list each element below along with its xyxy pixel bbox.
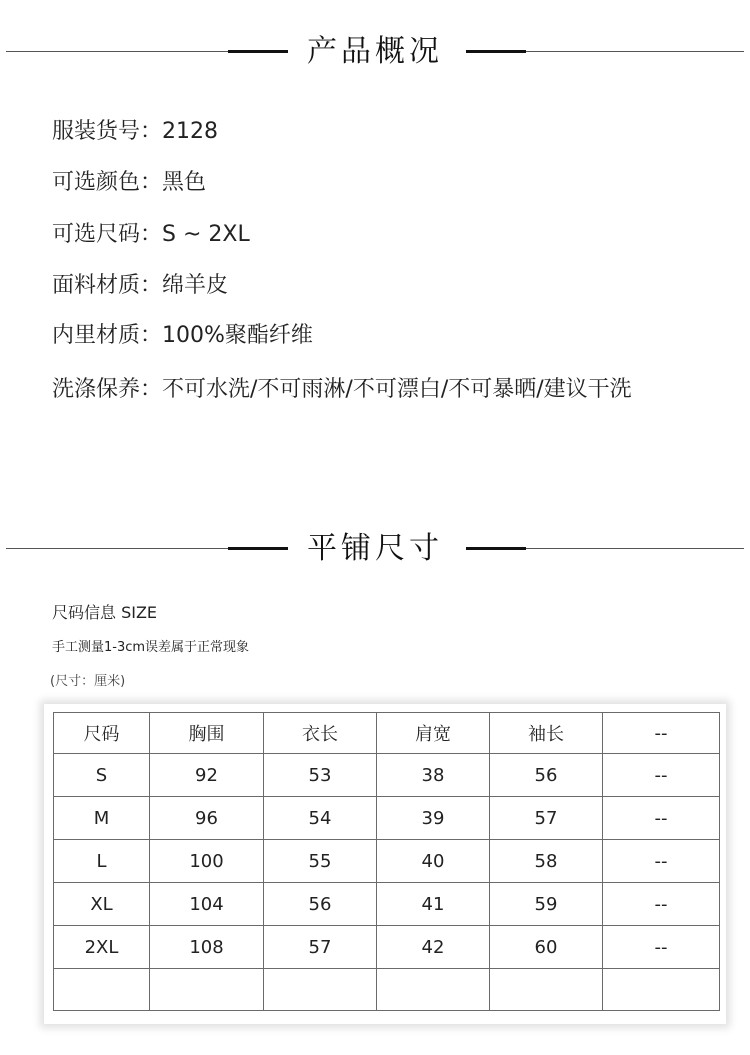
spec-value: 黑色 (162, 170, 207, 195)
spec-item-size (52, 220, 250, 250)
table-header-row (54, 713, 720, 754)
spec-label: 可选尺码： (52, 222, 163, 247)
table-cell-empty (150, 969, 264, 1011)
table-cell: -- (603, 883, 720, 926)
table-cell: 39 (377, 797, 490, 840)
spec-value: 2128 (162, 119, 219, 144)
header-cell: 尺码 (54, 713, 150, 754)
table-cell: 92 (150, 754, 264, 797)
spec-label: 可选颜色： (52, 170, 163, 195)
table-cell: 38 (377, 754, 490, 797)
table-cell: 58 (490, 840, 603, 883)
spec-item-fabric (52, 271, 228, 301)
table-cell: 56 (490, 754, 603, 797)
spec-value: S ~ 2XL (162, 222, 250, 247)
table-cell: L (54, 840, 150, 883)
header-cell: -- (603, 713, 720, 754)
table-cell-empty (490, 969, 603, 1011)
spec-label: 洗涤保养： (52, 377, 163, 402)
size-info-title: 尺码信息 SIZE (52, 603, 158, 622)
table-cell: -- (603, 797, 720, 840)
title-bar-right (466, 50, 526, 53)
spec-item-care (52, 375, 632, 405)
table-cell: 55 (264, 840, 377, 883)
header-cell: 袖长 (490, 713, 603, 754)
header-cell: 胸围 (150, 713, 264, 754)
table-cell: 57 (490, 797, 603, 840)
table-row (54, 883, 720, 926)
header-cell: 衣长 (264, 713, 377, 754)
table-cell-empty (377, 969, 490, 1011)
spec-value: 绵羊皮 (162, 273, 229, 298)
spec-label: 服装货号： (52, 119, 163, 144)
spec-value: 100%聚酯纤维 (162, 323, 313, 348)
flat-size-title: 平铺尺寸 (307, 531, 443, 566)
table-cell: 96 (150, 797, 264, 840)
table-cell: -- (603, 926, 720, 969)
table-cell: 40 (377, 840, 490, 883)
table-cell: -- (603, 840, 720, 883)
table-cell-empty (603, 969, 720, 1011)
table-cell: 59 (490, 883, 603, 926)
spec-label: 内里材质： (52, 323, 163, 348)
table-cell: 60 (490, 926, 603, 969)
table-cell: 104 (150, 883, 264, 926)
table-cell: 2XL (54, 926, 150, 969)
table-cell: M (54, 797, 150, 840)
table-row (54, 840, 720, 883)
table-cell: XL (54, 883, 150, 926)
title-bar-right (466, 547, 526, 550)
size-info-note: 手工测量1-3cm误差属于正常现象 (52, 640, 250, 655)
table-row (54, 926, 720, 969)
title-line-right (526, 548, 744, 549)
header-cell: 肩宽 (377, 713, 490, 754)
table-cell: 56 (264, 883, 377, 926)
spec-item-lining (52, 321, 313, 351)
table-cell: 42 (377, 926, 490, 969)
table-cell-empty (54, 969, 150, 1011)
table-cell: 57 (264, 926, 377, 969)
overview-title: 产品概况 (307, 34, 443, 69)
size-info-unit: (尺寸：厘米) (50, 674, 126, 689)
spec-value: 不可水洗/不可雨淋/不可漂白/不可暴晒/建议干洗 (162, 377, 632, 402)
table-row (54, 754, 720, 797)
flat-size-section-title (0, 529, 750, 569)
table-row-empty (54, 969, 720, 1011)
table-cell: 54 (264, 797, 377, 840)
size-table-card (44, 704, 726, 1024)
table-row (54, 797, 720, 840)
table-cell: 53 (264, 754, 377, 797)
table-cell: 41 (377, 883, 490, 926)
table-cell: S (54, 754, 150, 797)
table-cell: -- (603, 754, 720, 797)
overview-section-title (0, 32, 750, 72)
size-table (53, 712, 720, 1011)
spec-label: 面料材质： (52, 273, 163, 298)
table-cell: 108 (150, 926, 264, 969)
table-cell: 100 (150, 840, 264, 883)
spec-item-color (52, 168, 206, 198)
table-cell-empty (264, 969, 377, 1011)
spec-item-code (52, 117, 218, 147)
title-line-right (526, 51, 744, 52)
